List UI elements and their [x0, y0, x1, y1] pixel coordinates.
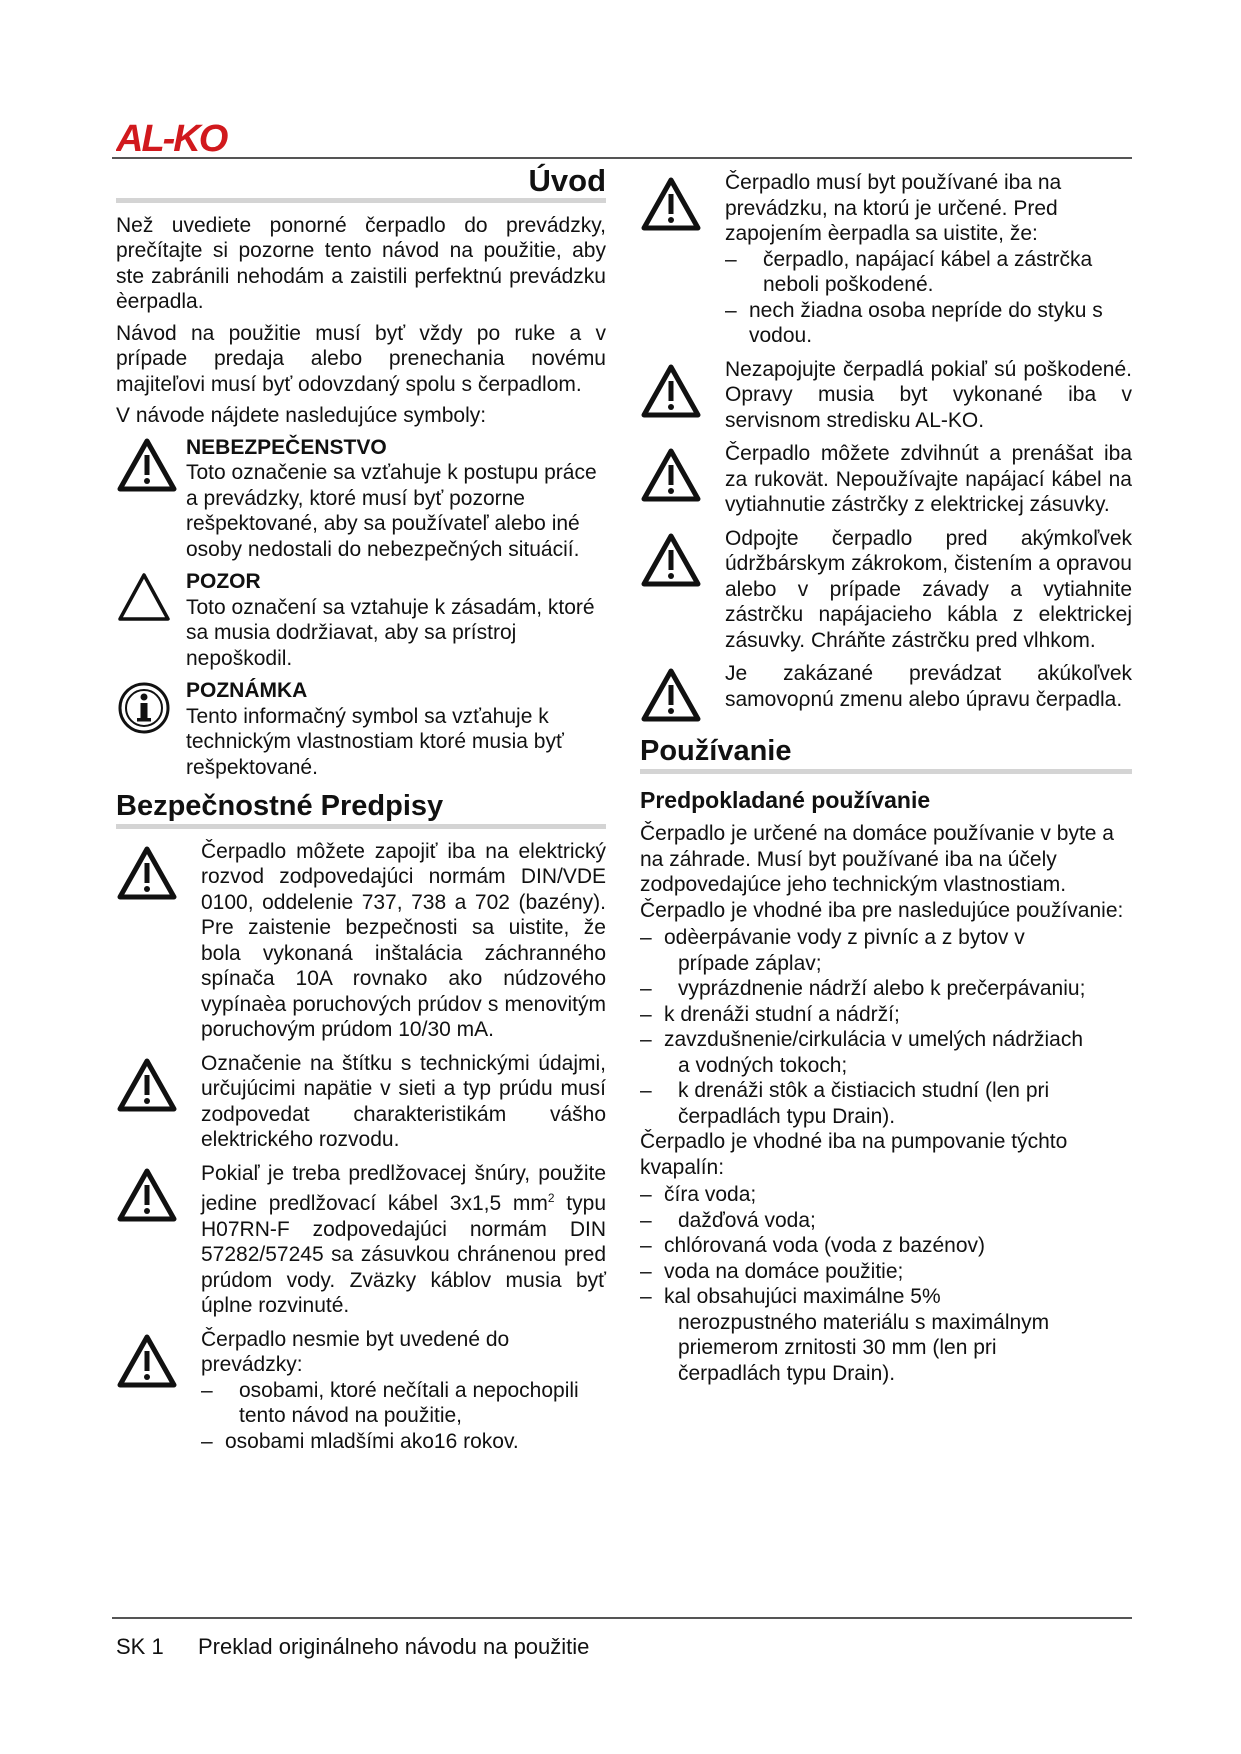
list-item-text: dažďová voda;: [678, 1208, 816, 1232]
list-item: [201, 1378, 606, 1429]
warning-triangle-icon: [116, 1051, 201, 1153]
right-column: [640, 170, 1132, 1386]
safety-warning-2-text: Označenie na štítku s technickými údajmi, určujúcimi napätie v sieti a typ prúdu musí zodpovedat charakteristikám vášho elektrického rozvodu.: [201, 1051, 606, 1151]
list-item-text: voda na domáce použitie;: [664, 1259, 904, 1283]
header-rule: [112, 157, 1132, 159]
warning-triangle-icon: [116, 1161, 201, 1319]
warning-triangle-icon: [640, 357, 725, 434]
safety-warning-3: [116, 1161, 606, 1319]
dash: –: [640, 1028, 652, 1051]
safety-warning-4-text: Čerpadlo nesmie byt uvedené do prevádzky:: [201, 1327, 510, 1376]
safety-warning-2: [116, 1051, 606, 1153]
list-item-text: vyprázdnenie nádrží alebo k prečerpávaniu;: [678, 977, 1086, 1000]
list-item-text: osobami, ktoré nečítali a nepochopili tento návod na použitie,: [239, 1378, 579, 1427]
right-warning-1: [640, 170, 1132, 349]
right-warning-4: [640, 526, 1132, 654]
dash: –: [640, 1208, 652, 1232]
warning-triangle-icon: [116, 1327, 201, 1455]
symbol-danger-text: Toto označenie sa vzťahuje k postupu práce a prevádzky, ktoré musí byť pozorne rešpektované, aby sa používateľ alebo iné osoby nedostali do nebezpečných situácií.: [186, 461, 597, 561]
list-item: [640, 1284, 1132, 1386]
usage-title: Používanie: [640, 735, 792, 767]
list-item: [640, 1259, 1132, 1285]
warning-triangle-icon: [640, 441, 725, 518]
safety-warning-3-text-b: typu H07RN-F zodpovedajúci normám DIN 57282/57245 sa zásuvkou chránenou pred prúdom vody. Zväzky káblov musia byť úplne rozvinuté.: [201, 1192, 606, 1317]
dash: –: [640, 977, 652, 1000]
usage-title-underline: [640, 769, 1132, 774]
dash: –: [725, 298, 737, 322]
list-item: [640, 1027, 1132, 1078]
intro-paragraph-2: Návod na použitie musí byť vždy po ruke a v prípade predaja alebo prenechania novému majiteľovi musí byť odovzdaný spolu s čerpadlom.: [116, 321, 606, 396]
list-item: [640, 1182, 1132, 1208]
info-circle-icon: [116, 678, 186, 780]
intro-paragraph-1: Než uvediete ponorné čerpadlo do prevádzky, prečítajte si pozorne tento návod na použitie, aby ste zabránili nehodám a zaistili perfektnú prevádzku èerpadla.: [116, 213, 606, 313]
right-warning-1-text: Čerpadlo musí byt používané iba na prevádzku, na ktorú je určené. Pred zapojením èerpadla sa uistite, že:: [725, 171, 1062, 245]
warning-triangle-icon: [640, 661, 725, 723]
left-column: [116, 163, 606, 1462]
list-item-text: čerpadlo, napájací kábel a zástrčka neboli poškodené.: [763, 247, 1093, 296]
safety-warning-4: [116, 1327, 606, 1455]
warning-triangle-icon: [116, 839, 201, 1043]
symbol-note-text: Tento informačný symbol sa vzťahuje k technickým vlastnostiam ktoré musia byť rešpektované.: [186, 704, 564, 779]
page-number: SK 1: [116, 1634, 164, 1659]
list-item-text: chlórovaná voda (voda z bazénov): [664, 1234, 986, 1257]
usage-subtitle: Predpokladané používanie: [640, 786, 931, 813]
warning-triangle-icon: [116, 435, 186, 563]
safety-warning-1-text: Čerpadlo môžete zapojiť iba na elektrický rozvod zodpovedajúci normám DIN/VDE 0100, oddelenie 737, 738 a 702 (bazény). Pre zaistenie bezpečnosti sa uistite, že bola vykonaná inštalácia záchranného spínača 10A rovnako ako núdzového vypínaèa poruchových prúdov s menovitým poruchovým prúdom 10/30 mA.: [201, 839, 606, 1041]
dash: –: [201, 1378, 213, 1402]
list-item-text: zavzdušnenie/cirkulácia v umelých nádržiach: [664, 1028, 1084, 1051]
warning-triangle-icon: [640, 170, 725, 349]
warning-triangle-icon: [640, 526, 725, 654]
usage-paragraph-2: Čerpadlo je vhodné iba na pumpovanie týchto kvapalín:: [640, 1130, 1068, 1179]
symbol-note-label: POZNÁMKA: [186, 679, 308, 702]
right-warning-5: [640, 661, 1132, 723]
list-item-cont: a vodných tokoch;: [678, 1053, 848, 1077]
right-warning-2: [640, 357, 1132, 434]
list-item-text: odèerpávanie vody z pivníc a z bytov v: [664, 926, 1025, 949]
list-item-text: kal obsahujúci maximálne 5%: [664, 1285, 941, 1308]
list-item-text: k drenáži stôk a čistiacich studní (len pri: [678, 1079, 1050, 1102]
safety-title: Bezpečnostné Predpisy: [116, 790, 444, 822]
page-footer: [116, 1634, 589, 1660]
symbol-note: [116, 678, 606, 780]
symbol-danger-label: NEBEZPEČENSTVO: [186, 435, 387, 459]
list-item: [201, 1429, 606, 1455]
list-item-text: k drenáži studní a nádrží;: [664, 1002, 900, 1026]
symbol-caution: [116, 569, 606, 671]
list-item: [640, 1002, 1132, 1028]
footer-rule: [112, 1617, 1132, 1619]
safety-title-underline: [116, 824, 606, 829]
dash: –: [201, 1429, 213, 1453]
list-item: [725, 247, 1132, 298]
dash: –: [640, 1183, 652, 1206]
symbol-caution-text: Toto označení sa vztahuje k zásadám, ktoré sa musia dodržiavat, aby sa prístroj nepoškodil.: [186, 595, 595, 670]
liquid-list: [640, 1182, 1132, 1386]
brand-logo-text: AL-KO: [116, 120, 227, 156]
list-item: [640, 1233, 1132, 1259]
right-warning-3: [640, 441, 1132, 518]
list-item-text: číra voda;: [664, 1183, 757, 1206]
intro-paragraph-3: V návode nájdete nasledujúce symboly:: [116, 404, 487, 427]
usage-list: [640, 925, 1132, 1129]
intro-title-underline: [116, 198, 606, 203]
symbol-caution-label: POZOR: [186, 570, 261, 593]
superscript: 2: [547, 1191, 555, 1205]
list-item-cont: nerozpustného materiálu s maximálnym priemerom zrnitosti 30 mm (len pri čerpadlách typu Drain).: [678, 1310, 1050, 1385]
footer-text: Preklad originálneho návodu na použitie: [198, 1634, 590, 1659]
list-item-cont: čerpadlách typu Drain).: [678, 1104, 896, 1128]
usage-paragraph-1: Čerpadlo je určené na domáce používanie v byte a na záhrade. Musí byt používané iba na účely zodpovedajúce jeho technickým vlastnostiam. Čerpadlo je vhodné iba pre nasledujúce používanie:: [640, 822, 1124, 922]
right-warning-2-text: Nezapojujte čerpadlá pokiaľ sú poškodené. Opravy musia byt vykonané iba v servisnom stredisku AL-KO.: [725, 357, 1132, 432]
list-item-cont: prípade záplav;: [678, 951, 822, 975]
safety-warning-3-text-a: Pokiaľ je treba predlžovacej šnúry, použite jedine predlžovací kábel 3x1,5 mm: [201, 1161, 606, 1215]
dash: –: [640, 1079, 652, 1102]
list-item: [640, 925, 1132, 976]
right-warning-4-text: Odpojte čerpadlo pred akýmkoľvek údržbárskym zákrokom, čistením a opravou alebo v prípade závady a vytiahnite zástrčku napájacieho kábla z elektrickej zásuvky. Chráňte zástrčku pred vlhkom.: [725, 526, 1132, 652]
list-item-text: osobami mladšími ako16 rokov.: [225, 1429, 519, 1453]
dash: –: [640, 1285, 652, 1308]
right-warning-3-text: Čerpadlo môžete zdvihnút a prenášat iba za rukovät. Nepoužívajte napájací kábel na vytiahnutie zástrčky z elektrickej zásuvky.: [725, 442, 1132, 516]
dash: –: [640, 1259, 652, 1283]
caution-triangle-icon: [116, 569, 186, 671]
dash: –: [640, 926, 652, 949]
right-warning-5-text: Je zakázané prevádzat akúkoľvek samovoρnú zmenu alebo úpravu čerpadla.: [725, 662, 1132, 711]
list-item: [640, 1078, 1132, 1129]
safety-warning-1: [116, 839, 606, 1043]
list-item: [640, 976, 1132, 1002]
list-item-text: nech žiadna osoba nepríde do styku s vodou.: [749, 298, 1103, 347]
dash: –: [640, 1234, 652, 1257]
safety-warning-3-text: [201, 1161, 606, 1319]
list-item: [725, 298, 1132, 349]
list-item: [640, 1208, 1132, 1234]
symbol-danger: [116, 435, 606, 563]
brand-logo: [116, 120, 252, 156]
intro-title: Úvod: [528, 163, 606, 198]
dash: –: [725, 247, 737, 271]
dash: –: [640, 1002, 652, 1026]
